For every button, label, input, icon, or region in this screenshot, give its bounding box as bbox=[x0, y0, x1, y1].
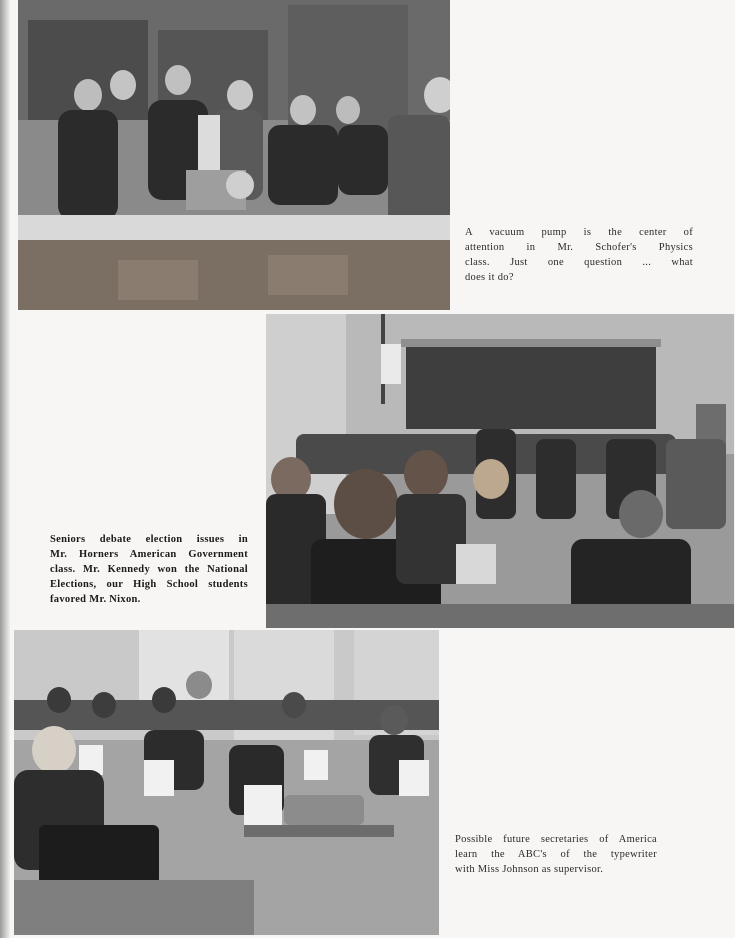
typing-class-photo bbox=[14, 630, 439, 935]
physics-caption bbox=[465, 225, 693, 285]
typing-caption bbox=[455, 832, 657, 877]
caption-line: class. Just one question ... what bbox=[465, 257, 693, 268]
caption-line: Elections, our High School students bbox=[50, 579, 248, 590]
page-spine-shadow bbox=[0, 0, 10, 938]
caption-line: Seniors debate election issues in bbox=[50, 534, 248, 545]
caption-line: Mr. Horners American Government bbox=[50, 549, 248, 560]
government-class-photo bbox=[266, 314, 734, 628]
physics-class-photo bbox=[18, 0, 450, 310]
caption-line: learn the ABC's of the typewriter bbox=[455, 849, 657, 860]
caption-line: Possible future secretaries of America bbox=[455, 834, 657, 845]
caption-line: class. Mr. Kennedy won the National bbox=[50, 564, 248, 575]
caption-line: attention in Mr. Schofer's Physics bbox=[465, 242, 693, 253]
caption-line: favored Mr. Nixon. bbox=[50, 594, 141, 605]
caption-line: A vacuum pump is the center of bbox=[465, 227, 693, 238]
caption-line: with Miss Johnson as supervisor. bbox=[455, 864, 604, 875]
caption-line: does it do? bbox=[465, 272, 514, 283]
government-caption bbox=[50, 532, 248, 607]
